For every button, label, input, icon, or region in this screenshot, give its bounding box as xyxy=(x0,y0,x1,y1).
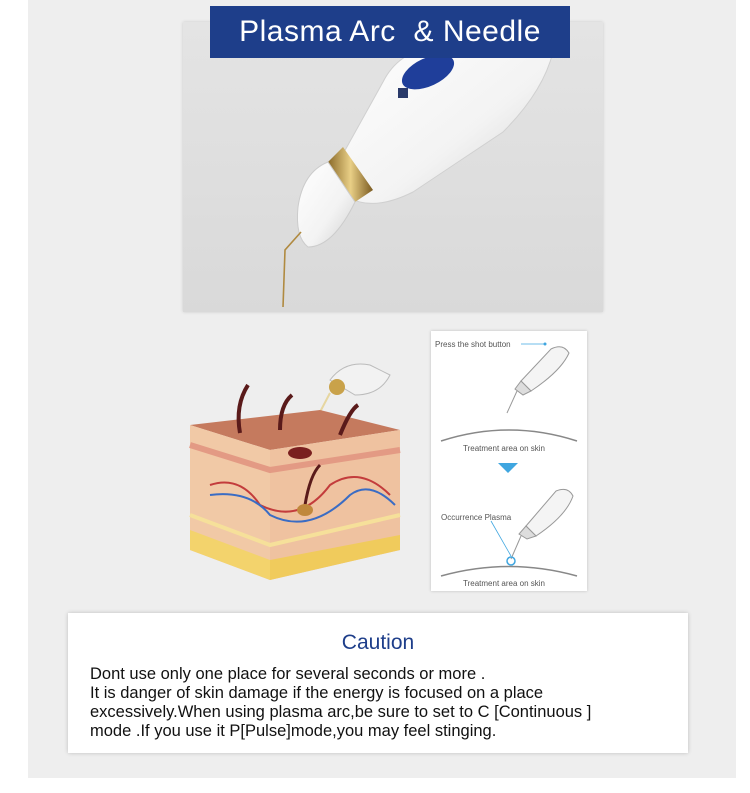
caution-title: Caution xyxy=(341,631,415,654)
caution-line: Dont use only one place for several seconds or more . xyxy=(90,665,486,683)
usage-diagram xyxy=(431,331,587,591)
caution-line: excessively.When using plasma arc,be sure to set to C [Continuous ] xyxy=(90,703,592,721)
page-title-text: Plasma Arc & Needle xyxy=(239,15,541,48)
caution-line: mode .If you use it P[Pulse]mode,you may feel stinging. xyxy=(90,722,497,740)
step2-label: Occurrence Plasma xyxy=(441,513,512,522)
product-photo xyxy=(183,22,603,312)
usage-diagram-graphic xyxy=(431,331,587,591)
caution-text xyxy=(90,665,680,741)
step1-label: Press the shot button xyxy=(435,340,511,349)
step1-area-label: Treatment area on skin xyxy=(463,444,545,453)
skin-cross-section-image xyxy=(180,355,420,585)
page-title xyxy=(210,6,570,58)
plasma-pen-image xyxy=(183,22,603,312)
caution-box xyxy=(68,613,688,753)
step2-area-label: Treatment area on skin xyxy=(463,579,545,588)
caution-line: It is danger of skin damage if the energy is focused on a place xyxy=(90,684,544,702)
